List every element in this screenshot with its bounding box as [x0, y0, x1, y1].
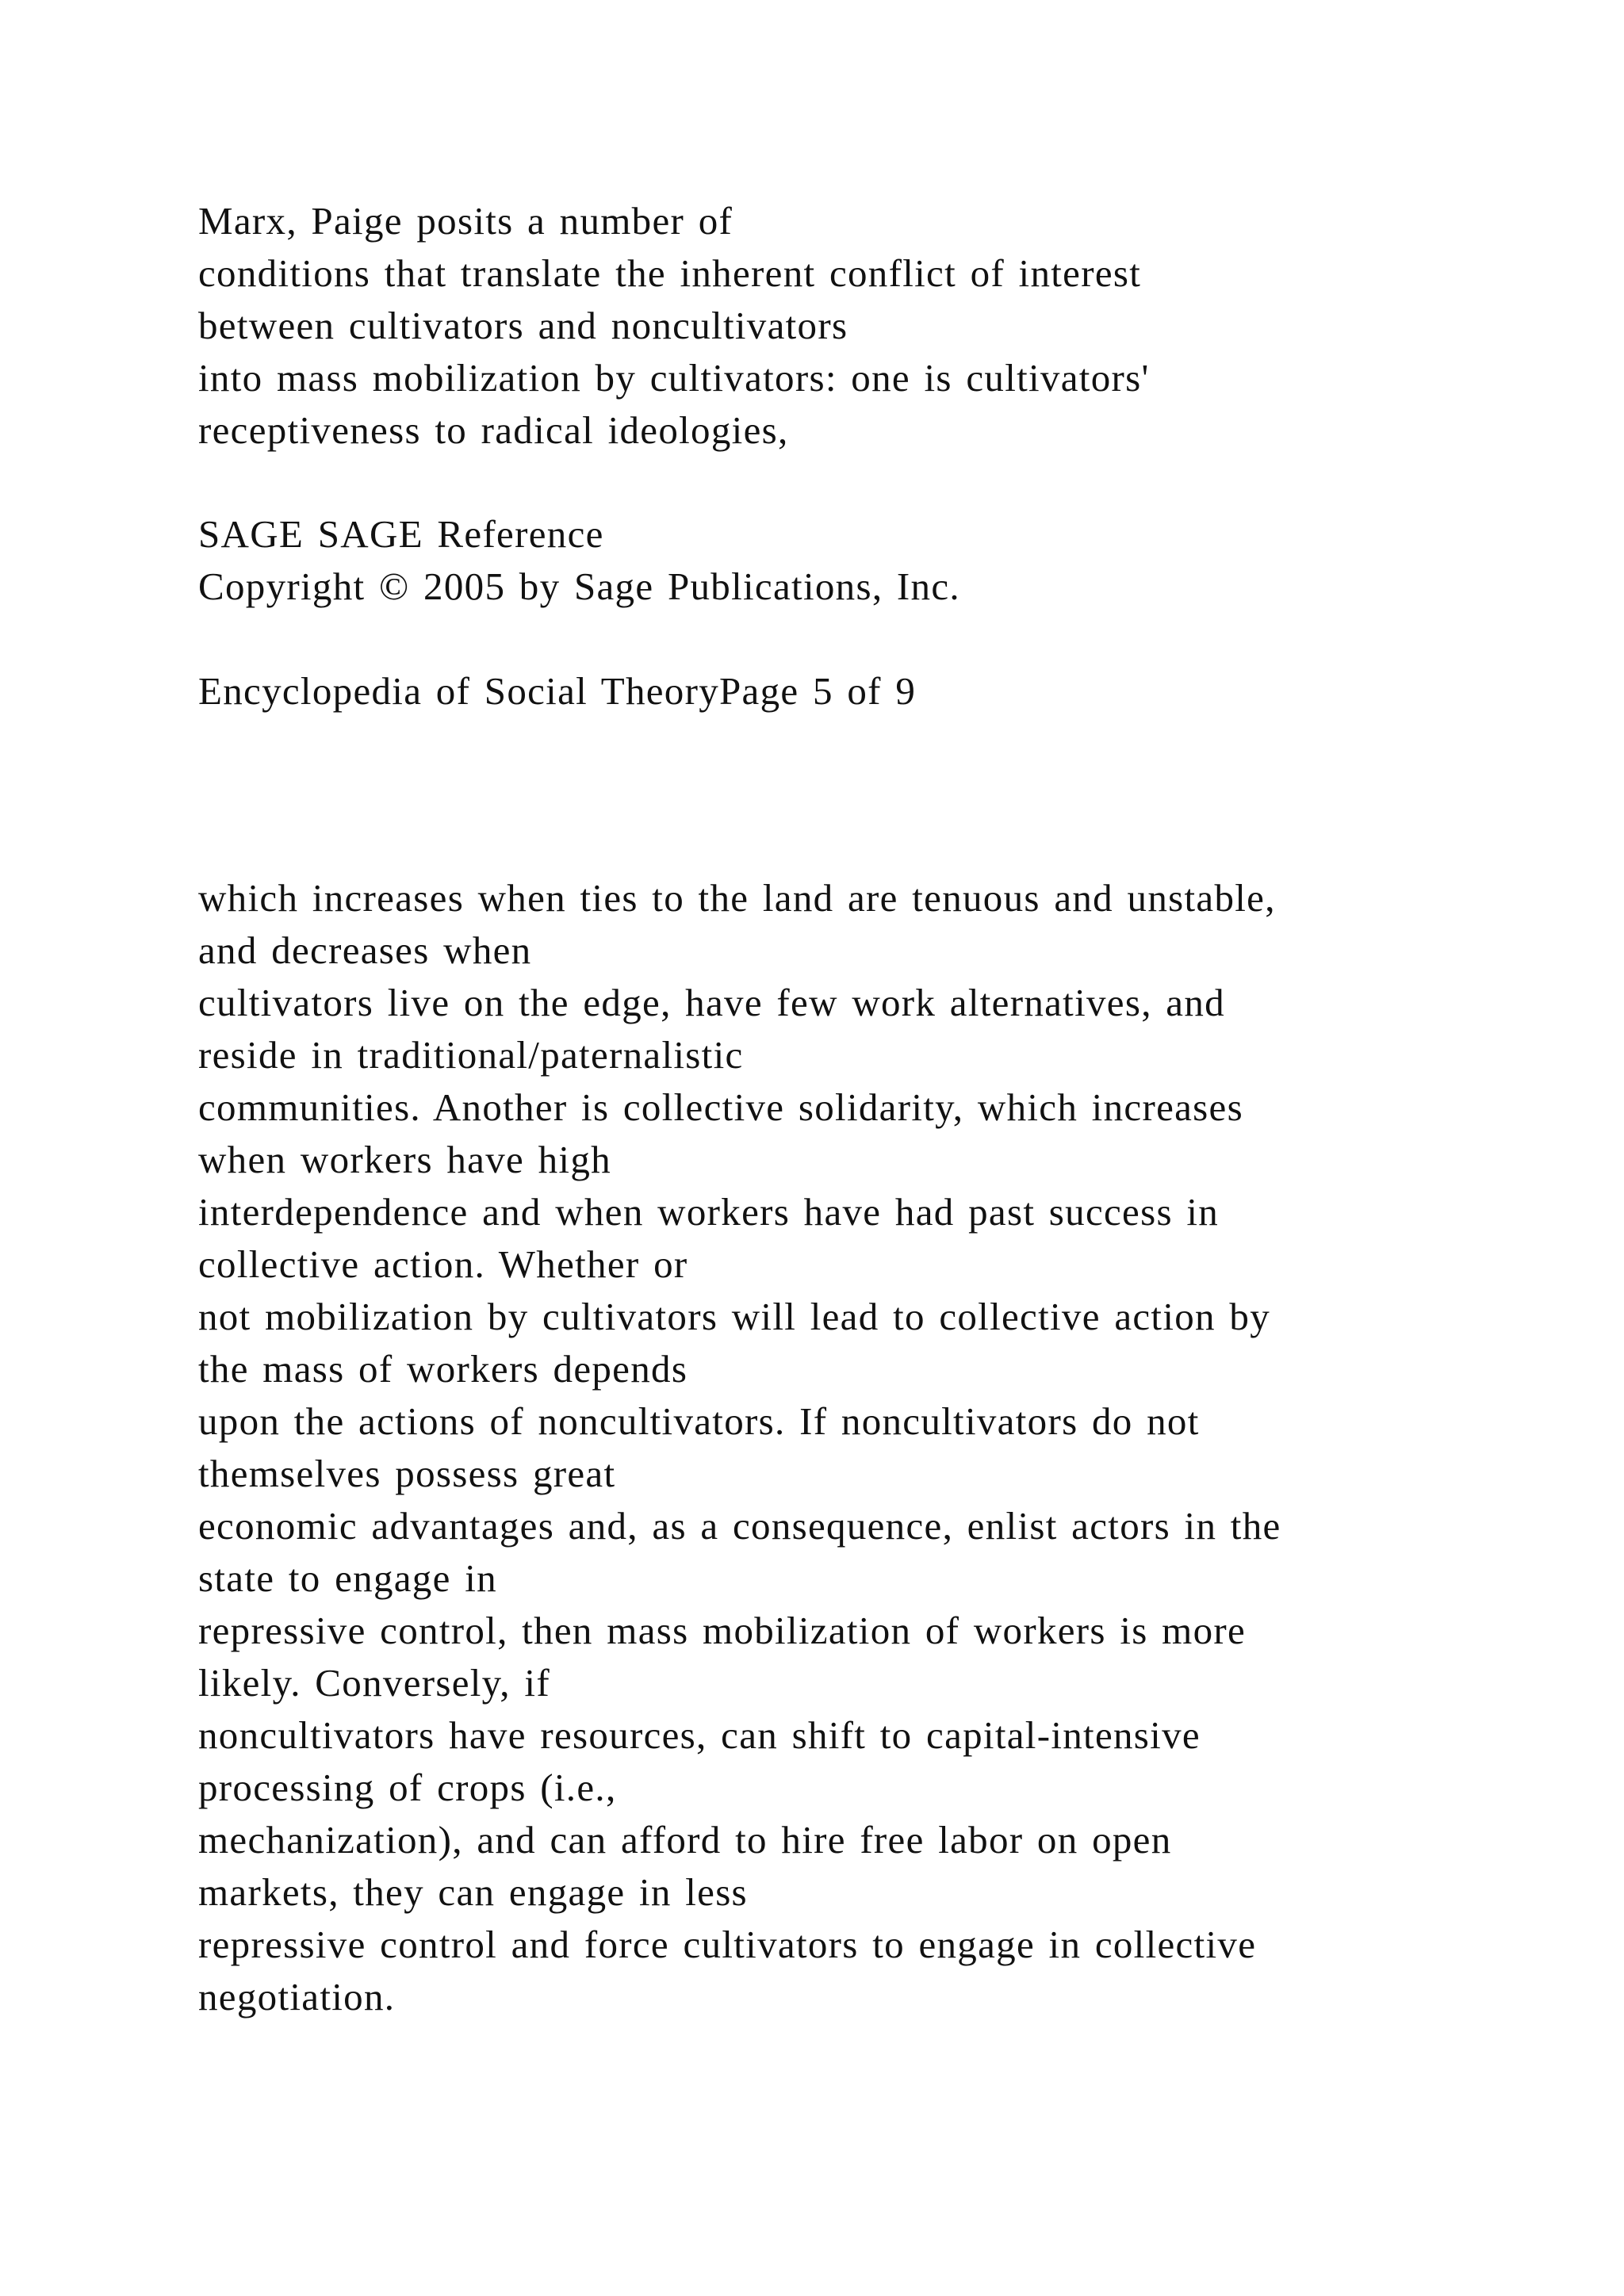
text-line: upon the actions of noncultivators. If noncultivators do not	[198, 1399, 1200, 1443]
text-line: themselves possess great	[198, 1452, 616, 1495]
text-line: negotiation.	[198, 1975, 396, 2019]
text-line: which increases when ties to the land are tenuous and unstable,	[198, 876, 1276, 920]
text-line: and decreases when	[198, 928, 532, 972]
text-line: when workers have high	[198, 1138, 611, 1181]
text-line: not mobilization by cultivators will lead to collective action by	[198, 1295, 1271, 1338]
body-paragraph	[198, 872, 1281, 2023]
text-line: repressive control and force cultivators to engage in collective	[198, 1923, 1257, 1966]
text-line: receptiveness to radical ideologies,	[198, 408, 789, 452]
copyright-notice: Copyright © 2005 by Sage Publications, Inc.	[198, 564, 960, 608]
publisher-footer	[198, 508, 960, 613]
text-line: mechanization), and can afford to hire free labor on open	[198, 1818, 1172, 1862]
text-line: Marx, Paige posits a number of	[198, 199, 733, 243]
page-number-text: Encyclopedia of Social TheoryPage 5 of 9	[198, 669, 917, 713]
text-line: conditions that translate the inherent conflict of interest	[198, 251, 1142, 295]
publisher-name: SAGE SAGE Reference	[198, 512, 604, 556]
text-line: repressive control, then mass mobilization of workers is more	[198, 1609, 1247, 1652]
text-line: processing of crops (i.e.,	[198, 1766, 617, 1809]
text-line: the mass of workers depends	[198, 1347, 688, 1391]
text-line: economic advantages and, as a consequence, enlist actors in the	[198, 1504, 1281, 1548]
text-line: cultivators live on the edge, have few work alternatives, and	[198, 981, 1225, 1024]
text-line: collective action. Whether or	[198, 1242, 688, 1286]
text-line: interdependence and when workers have had past success in	[198, 1190, 1220, 1234]
text-line: reside in traditional/paternalistic	[198, 1033, 744, 1077]
text-line: likely. Conversely, if	[198, 1661, 550, 1705]
text-line: state to engage in	[198, 1556, 497, 1600]
text-line: between cultivators and noncultivators	[198, 304, 848, 347]
text-line: noncultivators have resources, can shift to capital-intensive	[198, 1713, 1201, 1757]
page-label	[198, 665, 916, 718]
text-line: into mass mobilization by cultivators: one is cultivators'	[198, 356, 1150, 400]
text-line: communities. Another is collective solidarity, which increases	[198, 1085, 1243, 1129]
intro-paragraph	[198, 195, 1150, 457]
text-line: markets, they can engage in less	[198, 1870, 748, 1914]
